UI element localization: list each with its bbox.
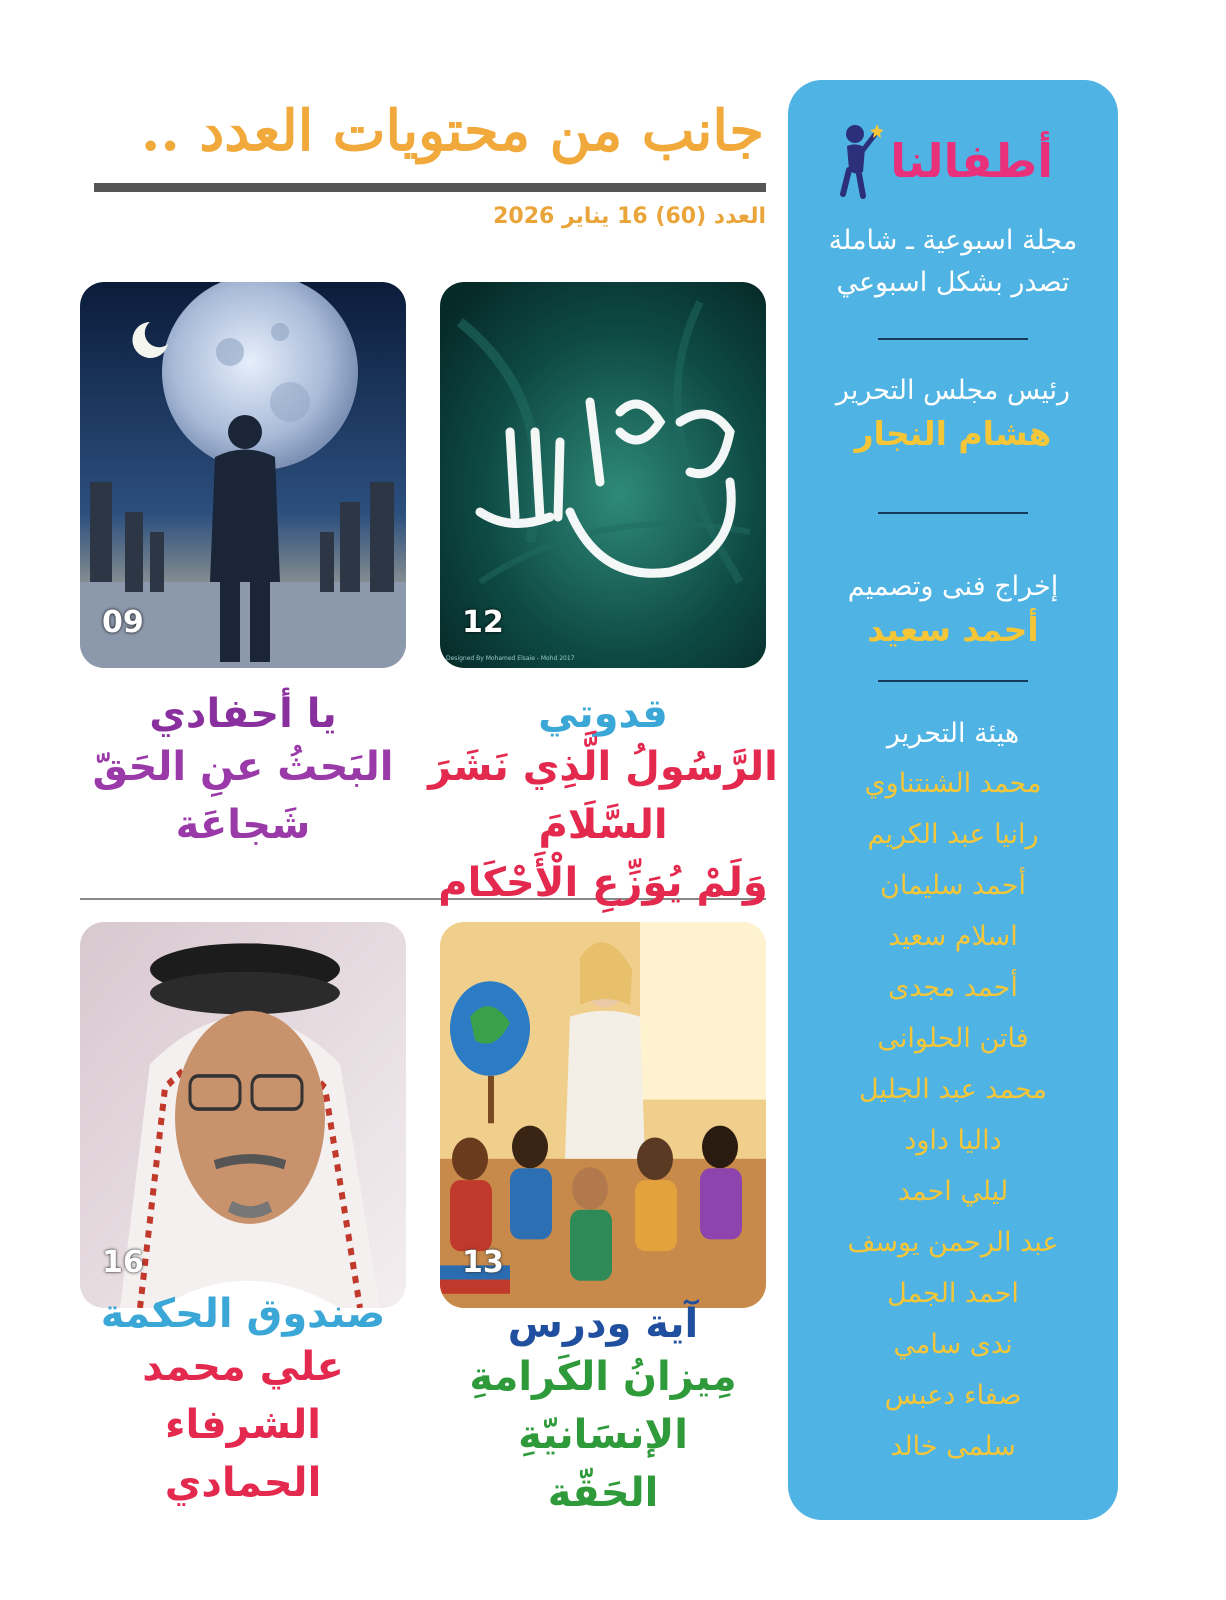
editorial-board (788, 710, 1118, 1472)
article-card-sunduq-alhikma[interactable] (80, 922, 406, 1308)
page-number: 13 (462, 1245, 504, 1280)
board-member: ليلي احمد (897, 1176, 1009, 1207)
board-member: عبد الرحمن يوسف (847, 1227, 1059, 1258)
magazine-logo (788, 120, 1118, 200)
divider (878, 338, 1028, 340)
issue-info: العدد (60) 16 يناير 2026 (493, 204, 766, 229)
board-member: احمد الجمل (887, 1278, 1019, 1309)
section-title: صندوق الحكمة (100, 1291, 386, 1337)
logo-text: أطفالنا (890, 134, 1053, 188)
tagline-line-1: مجلة اسبوعية ـ شاملة (828, 225, 1078, 256)
divider (878, 512, 1028, 514)
image-credit: Designed By Mohamed Elsaie - Mohd 2017 (446, 655, 575, 662)
tagline (788, 220, 1118, 304)
section-title: قدوتي (538, 691, 668, 737)
article-card-qudwati[interactable] (440, 282, 766, 668)
chief-label: رئيس مجلس التحرير (835, 375, 1071, 406)
board-member: رانيا عبد الكريم (867, 819, 1039, 850)
chief-name: هشام النجار (854, 413, 1052, 453)
article-title-line-1: علي محمد الشرفاء (142, 1344, 344, 1448)
divider (878, 680, 1028, 682)
board-member: أحمد مجدى (888, 972, 1018, 1003)
article-caption-sunduq-alhikma (58, 1290, 428, 1512)
article-title-line-1: الرَّسُولُ الَّذِي نَشَرَ السَّلَامَ (428, 744, 778, 848)
masthead-sidebar (788, 80, 1118, 1520)
chief-editor (788, 370, 1118, 456)
article-caption-qudwati (418, 690, 788, 912)
section-title: آية ودرس (507, 1301, 699, 1347)
child-star-icon (833, 120, 883, 200)
article-title-line-2: وَلَمْ يُوَزِّعِ الْأَحْكَام (438, 860, 768, 906)
article-card-aya-wa-dars[interactable] (440, 922, 766, 1308)
article-card-ya-ahfadi[interactable] (80, 282, 406, 668)
section-title: يا أحفادي (149, 691, 337, 737)
article-title-line-1: مِيزانُ الكَرامةِ الإنسَانيّةِ (469, 1354, 737, 1458)
article-caption-aya-wa-dars (418, 1300, 788, 1522)
article-title-line-2: شَجاعَة (175, 802, 311, 848)
board-member: أحمد سليمان (880, 870, 1026, 901)
page-number: 09 (102, 605, 144, 640)
page-number: 12 (462, 605, 504, 640)
page-title: جانب من محتويات العدد .. (140, 98, 764, 164)
board-member: فاتن الحلوانى (877, 1023, 1029, 1054)
board-member: محمد الشنتناوي (864, 768, 1042, 799)
article-title-line-2: الحمادي (164, 1460, 322, 1506)
board-member: ندى سامي (893, 1329, 1013, 1360)
tagline-line-2: تصدر بشكل اسبوعي (836, 266, 1070, 298)
design-label: إخراج فنى وتصميم (847, 571, 1059, 602)
article-title-line-1: البَحثُ عنِ الحَقّ (92, 744, 394, 790)
art-director (788, 566, 1118, 652)
design-name: أحمد سعيد (867, 609, 1039, 649)
board-member: صفاء دعبس (884, 1380, 1022, 1411)
article-title-line-2: الحَقّة (547, 1470, 659, 1516)
page-number: 16 (102, 1245, 144, 1280)
title-rule (94, 183, 766, 192)
board-member: سلمى خالد (890, 1431, 1016, 1462)
board-label: هيئة التحرير (886, 718, 1020, 749)
board-member: داليا داود (904, 1125, 1002, 1156)
article-caption-ya-ahfadi (58, 690, 428, 854)
board-member: اسلام سعيد (888, 921, 1018, 952)
board-member: محمد عبد الجليل (859, 1074, 1047, 1105)
